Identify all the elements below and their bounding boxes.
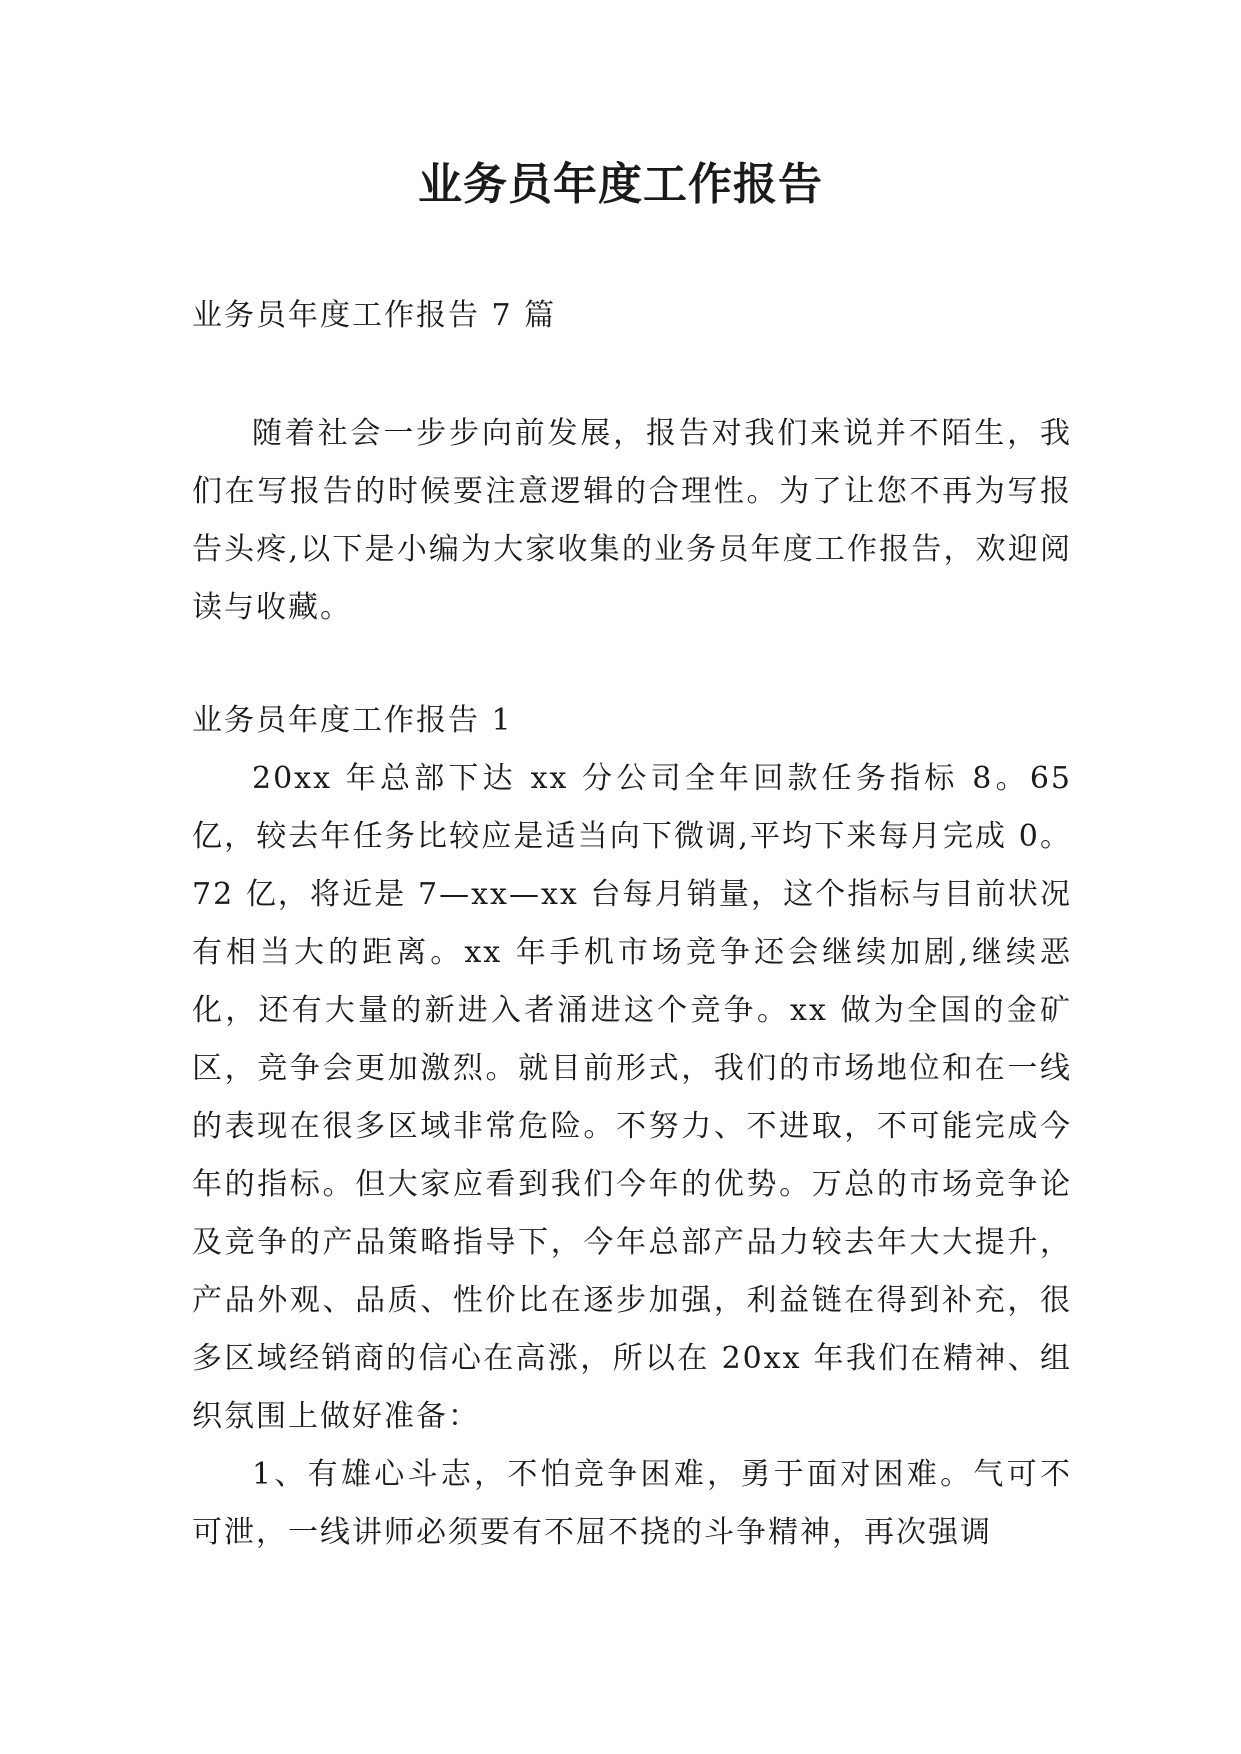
section-1-heading: 业务员年度工作报告 1 <box>192 703 513 738</box>
section-1-paragraph-2: 1、有雄心斗志，不怕竞争困难，勇于面对困难。气可不可泄，一线讲师必须要有不屈不挠的斗争精神，再次强调 <box>192 1457 1072 1550</box>
section-1-body <box>192 750 1072 1562</box>
intro-paragraph: 随着社会一步步向前发展，报告对我们来说并不陌生，我们在写报告的时候要注意逻辑的合理性。为了让您不再为写报告头疼,以下是小编为大家收集的业务员年度工作报告，欢迎阅读与收藏。 <box>192 416 1072 625</box>
document-subtitle: 业务员年度工作报告 7 篇 <box>192 298 557 333</box>
section-1-paragraph-1: 20xx 年总部下达 xx 分公司全年回款任务指标 8。65 亿，较去年任务比较应是适当向下微调,平均下来每月完成 0。72 亿，将近是 7—xx—xx 台每月销量，这个指标与目前状况有相当大的距离。xx 年手机市场竞争还会继续加剧,继续恶化，还有大量的新进入者涌进这个竞争。xx 做为全国的金矿区，竞争会更加激烈。就目前形式，我们的市场地位和在一线的表现在很多区域非常危险。不努力、不进取，不可能完成今年的指标。但大家应看到我们今年的优势。万总的市场竞争论及竞争的产品策略指导下，今年总部产品力较去年大大提升，产品外观、品质、性价比在逐步加强，利益链在得到补充，很多区域经销商的信心在高涨，所以在 20xx 年我们在精神、组织氛围上做好准备： <box>192 761 1072 1434</box>
document-title: 业务员年度工作报告 <box>418 159 823 210</box>
